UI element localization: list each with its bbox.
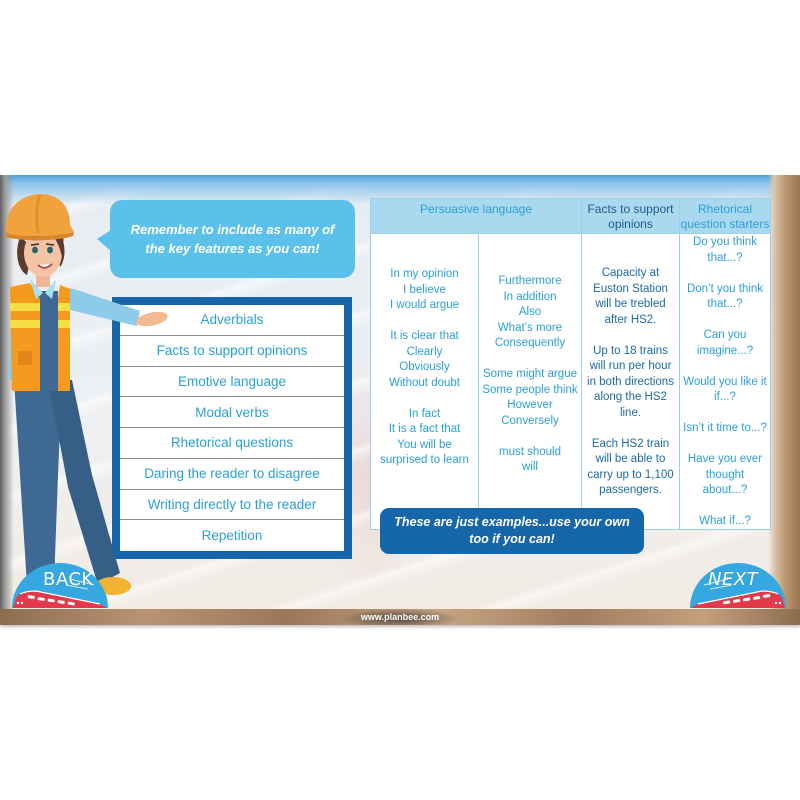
fact-line: line. [619, 406, 642, 419]
feature-item-facts: Facts to support opinions [120, 336, 344, 367]
examples-callout [380, 508, 644, 554]
header-persuasive-language [371, 199, 581, 233]
phrase-group [371, 407, 478, 469]
fact-line: will be trebled [595, 298, 666, 310]
phrase: However [507, 399, 553, 411]
lesson-slide [0, 175, 800, 625]
header-facts [581, 199, 679, 233]
question-line: What if...? [699, 515, 751, 527]
modal-verbs-group [479, 445, 581, 476]
phrase: In my opinion [390, 268, 459, 280]
phrase: Obviously [399, 361, 450, 373]
facts-column [581, 234, 679, 529]
persuasive-column-2 [478, 234, 581, 529]
phrase: Also [518, 306, 542, 318]
question-group [680, 421, 770, 437]
feature-item-repetition: Repetition [201, 528, 263, 544]
speech-bubble-line-1: Remember to include as many of [130, 222, 335, 237]
phrase: In fact [408, 407, 441, 420]
feature-item-daring-reader: Daring the reader to disagree [120, 459, 344, 490]
phrase: Some might argue [483, 368, 577, 380]
question-line: Would you like it [683, 375, 767, 388]
question-line: thought [705, 468, 745, 481]
phrase-group [479, 274, 581, 352]
question-line: that...? [707, 251, 743, 264]
question-group [680, 282, 770, 313]
question-group [680, 375, 770, 406]
feature-item-emotive-language: Emotive language [120, 367, 344, 398]
modal-verb: should [527, 445, 561, 458]
question-line: imagine...? [696, 344, 754, 357]
phrase: It is a fact that [388, 423, 461, 435]
fact-line: along the HS2 [594, 391, 667, 403]
modal-verbs-line [479, 445, 581, 461]
phrase-group [371, 267, 478, 314]
question-line: Isn’t it time to...? [683, 422, 767, 434]
modal-verb: will [522, 461, 538, 473]
header-label: Persuasive language [419, 202, 533, 216]
phrase: Conversely [501, 414, 559, 427]
header-rhetorical [679, 199, 770, 233]
phrase: Some people think [482, 383, 578, 396]
question-line: Can you [703, 329, 747, 341]
fact-line: Euston Station [593, 282, 668, 295]
phrase: Furthermore [498, 275, 562, 287]
modal-verb: must [498, 445, 524, 458]
header-label: Rhetorical [697, 202, 753, 216]
hard-hat-icon [6, 194, 74, 236]
website-url: www.planbee.com [340, 609, 460, 625]
fact-line: Capacity at [601, 267, 660, 279]
fact-line: will run per hour [589, 360, 672, 372]
phrase: Clearly [406, 345, 443, 358]
next-button[interactable] [688, 561, 788, 611]
header-label: opinions [608, 217, 653, 231]
table-header-row [371, 199, 770, 234]
phrase: I believe [403, 283, 446, 296]
fact-line: Up to 18 trains [593, 344, 668, 357]
question-line: about...? [702, 484, 748, 496]
fact-line: Each HS2 train [591, 437, 670, 450]
back-label: BACK [43, 569, 94, 590]
fact-line: passengers. [599, 484, 662, 496]
question-line: Have you ever [687, 453, 763, 465]
question-group [680, 328, 770, 359]
callout-line-2: too if you can! [469, 532, 555, 546]
fact-line: will be able to [595, 453, 666, 465]
fact-group [582, 344, 679, 422]
phrase: What’s more [497, 321, 563, 334]
pointing-hand-icon [135, 309, 169, 328]
phrase: You will be [397, 438, 452, 451]
question-group [680, 514, 770, 530]
fact-group [582, 437, 679, 499]
feature-item-writing-directly: Writing directly to the reader [120, 490, 344, 521]
question-line: if...? [714, 391, 736, 403]
header-label: question starters [680, 217, 770, 231]
phrase-group [479, 367, 581, 429]
question-group [680, 235, 770, 266]
rhetorical-column [679, 234, 770, 529]
question-line: that...? [707, 298, 743, 310]
fact-group [582, 266, 679, 328]
phrase: It is clear that [390, 330, 459, 342]
feature-item-modal-verbs: Modal verbs [120, 397, 344, 428]
next-label: NEXT [708, 569, 759, 590]
question-line: Do you think [693, 236, 757, 248]
phrase-group [371, 329, 478, 391]
callout-line-1: These are just examples...use your own [394, 515, 630, 529]
question-line: Don’t you think [686, 282, 764, 295]
phrase: In addition [503, 290, 557, 303]
back-button[interactable] [10, 561, 110, 611]
phrase: Without doubt [389, 376, 460, 389]
phrase: I would argue [389, 299, 460, 311]
header-label: Facts to support [587, 202, 674, 216]
phrase: surprised to learn [380, 454, 469, 466]
phrase: Consequently [494, 337, 566, 349]
fact-line: after HS2. [604, 313, 657, 326]
construction-worker-illustration [0, 175, 180, 625]
fact-line: in both directions [587, 375, 674, 388]
fact-line: carry up to 1,100 [587, 468, 674, 481]
feature-item-rhetorical-questions: Rhetorical questions [120, 428, 344, 459]
question-group [680, 452, 770, 499]
persuasive-column-1 [371, 234, 478, 529]
examples-table [370, 198, 771, 530]
feature-item-adverbials: Adverbials [120, 305, 344, 336]
speech-bubble-line-2: the key features as you can! [145, 241, 320, 256]
